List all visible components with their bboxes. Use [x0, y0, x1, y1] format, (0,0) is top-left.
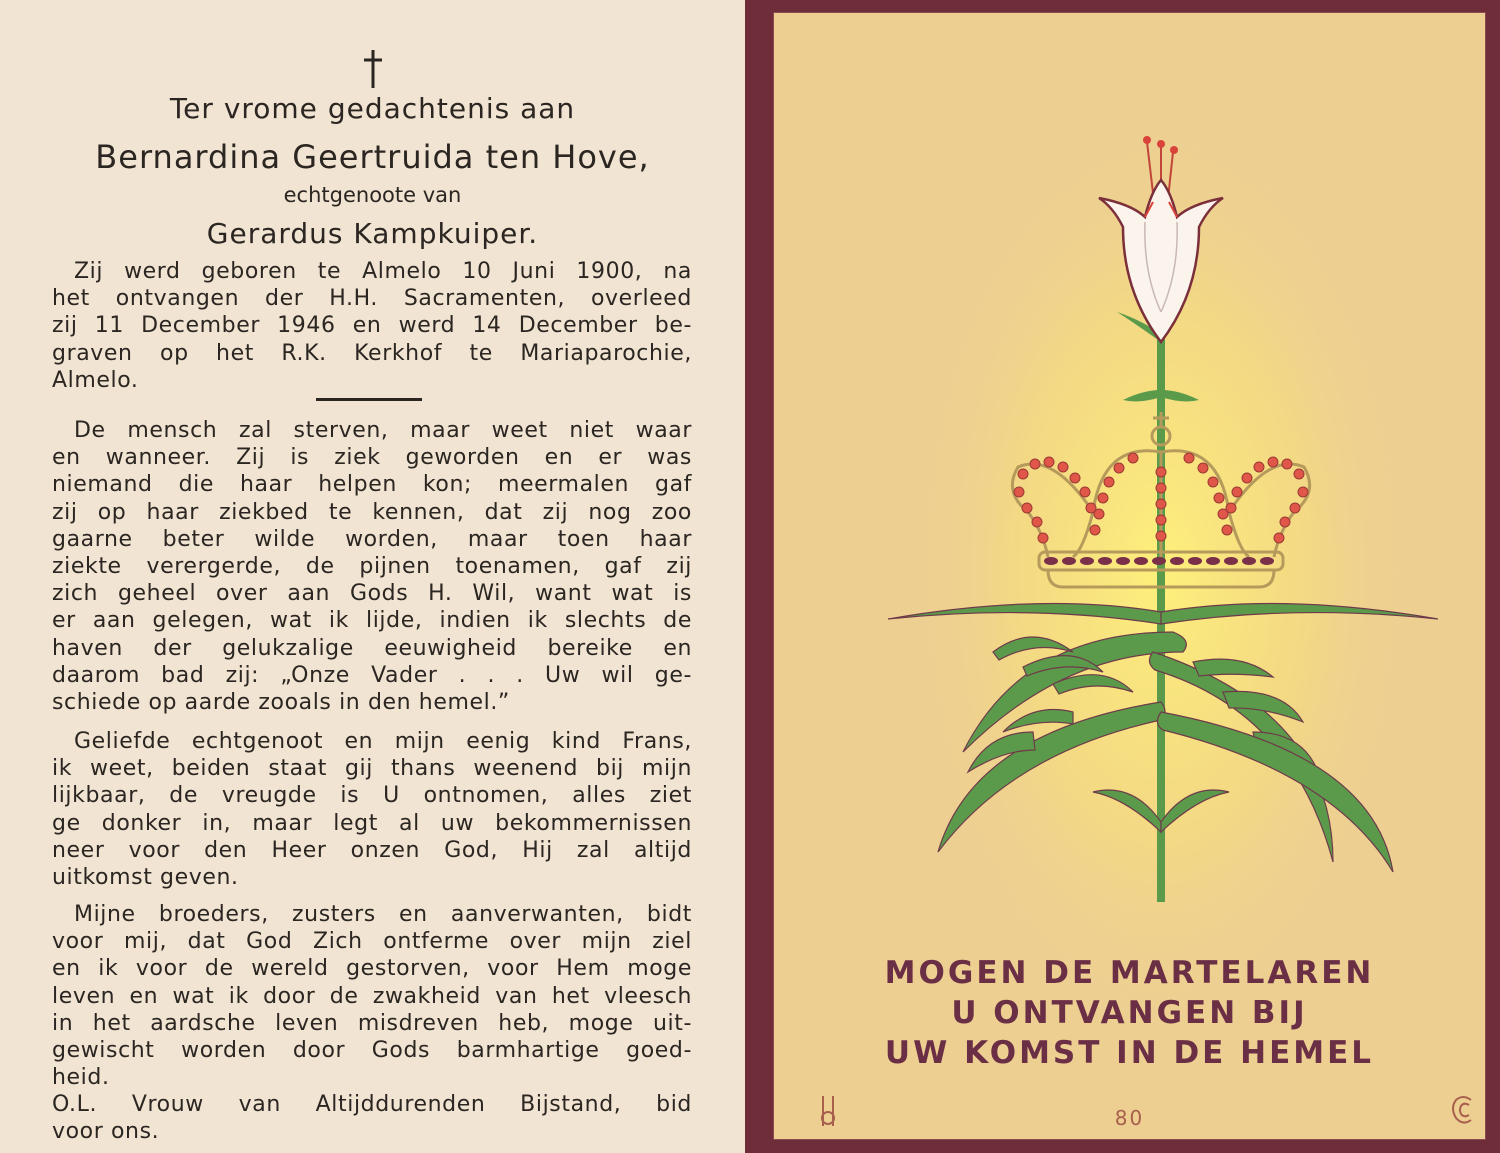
- text-line: ge donker in, maar legt al uw bekommernissen: [52, 810, 692, 836]
- text-line: het ontvangen der H.H. Sacramenten, overleed: [52, 286, 692, 312]
- text-line: uitkomst geven.: [52, 864, 239, 890]
- closing-prayer-paragraph: [52, 1091, 692, 1145]
- text-line: Mijne broeders, zusters en aanverwanten, bidt: [74, 902, 692, 927]
- text-line: voor mij, dat God Zich ontferme over mijn ziel: [52, 929, 692, 955]
- text-line: ziekte verergerde, de pijnen toenamen, gaf zij: [52, 553, 692, 579]
- text-line: en ik voor de wereld gestorven, voor Hem moge: [52, 956, 692, 982]
- text-line: ik weet, beiden staat gij thans weenend bij mijn: [52, 756, 692, 782]
- text-line: daarom bad zij: „Onze Vader . . . Uw wil ge-: [52, 662, 692, 688]
- text-line: neer voor den Heer onzen God, Hij zal altijd: [52, 837, 692, 863]
- spouse-name: Gerardus Kampkuiper.: [206, 217, 539, 250]
- text-line: schiede op aarde zooals in den hemel.”: [52, 689, 510, 715]
- text-line: heid.: [52, 1065, 110, 1091]
- reflection-paragraph: [52, 417, 692, 716]
- text-line: zij 11 December 1946 en werd 14 December be-: [52, 313, 692, 339]
- divider-rule: [316, 398, 422, 401]
- memorial-text-page: [0, 0, 745, 1153]
- text-line: zich geheel over aan Gods H. Wil, want wat is: [52, 581, 692, 607]
- text-line: in het aardsche leven misdreven heb, moge uit-: [52, 1010, 692, 1036]
- text-line: gaarne beter wilde worden, maar toen haar: [52, 526, 692, 552]
- text-line: en wanneer. Zij is ziek geworden en er was: [52, 445, 692, 471]
- text-line: voor ons.: [52, 1119, 160, 1145]
- text-line: Zij werd geboren te Almelo 10 Juni 1900, na: [74, 259, 692, 284]
- text-line: niemand die haar helpen kon; meermalen gaf: [52, 472, 692, 498]
- text-line: Geliefde echtgenoot en mijn eenig kind Frans,: [74, 729, 692, 754]
- latin-cross-icon: [360, 48, 386, 90]
- card-number: 80: [1114, 1106, 1145, 1130]
- intro-line: Ter vrome gedachtenis aan: [169, 92, 576, 125]
- caption-line: UW KOMST IN DE HEMEL: [884, 1035, 1375, 1071]
- caption-line: MOGEN DE MARTELAREN: [884, 955, 1375, 991]
- text-line: Almelo.: [52, 367, 139, 393]
- prayer-request-paragraph: [52, 901, 692, 1091]
- text-line: lijkbaar, de vreugde is U ontnomen, alles ziet: [52, 783, 692, 809]
- text-line: gewischt worden door Gods barmhartige goed-: [52, 1037, 692, 1063]
- card-panel: [773, 12, 1486, 1140]
- publisher-mark-icon: [1449, 1094, 1477, 1126]
- text-line: O.L. Vrouw van Altijddurenden Bijstand, bid: [52, 1092, 692, 1117]
- text-line: zij op haar ziekbed te kennen, dat zij nog zoo: [52, 499, 692, 525]
- deceased-name: Bernardina Geertruida ten Hove,: [95, 138, 650, 176]
- text-line: De mensch zal sterven, maar weet niet waar: [74, 418, 692, 443]
- spouse-relation: echtgenoote van: [283, 183, 462, 207]
- text-line: graven op het R.K. Kerkhof te Mariaparochie,: [52, 340, 692, 366]
- text-line: er aan gelegen, wat ik lijde, indien ik slechts de: [52, 608, 692, 634]
- text-line: leven en wat ik door de zwakheid van het vleesch: [52, 983, 692, 1009]
- devotional-picture-card: [745, 0, 1500, 1153]
- biography-paragraph: [52, 258, 692, 394]
- text-line: haven der gelukzalige eeuwigheid bereike en: [52, 635, 692, 661]
- caption-line: U ONTVANGEN BIJ: [951, 995, 1308, 1031]
- farewell-family-paragraph: [52, 728, 692, 891]
